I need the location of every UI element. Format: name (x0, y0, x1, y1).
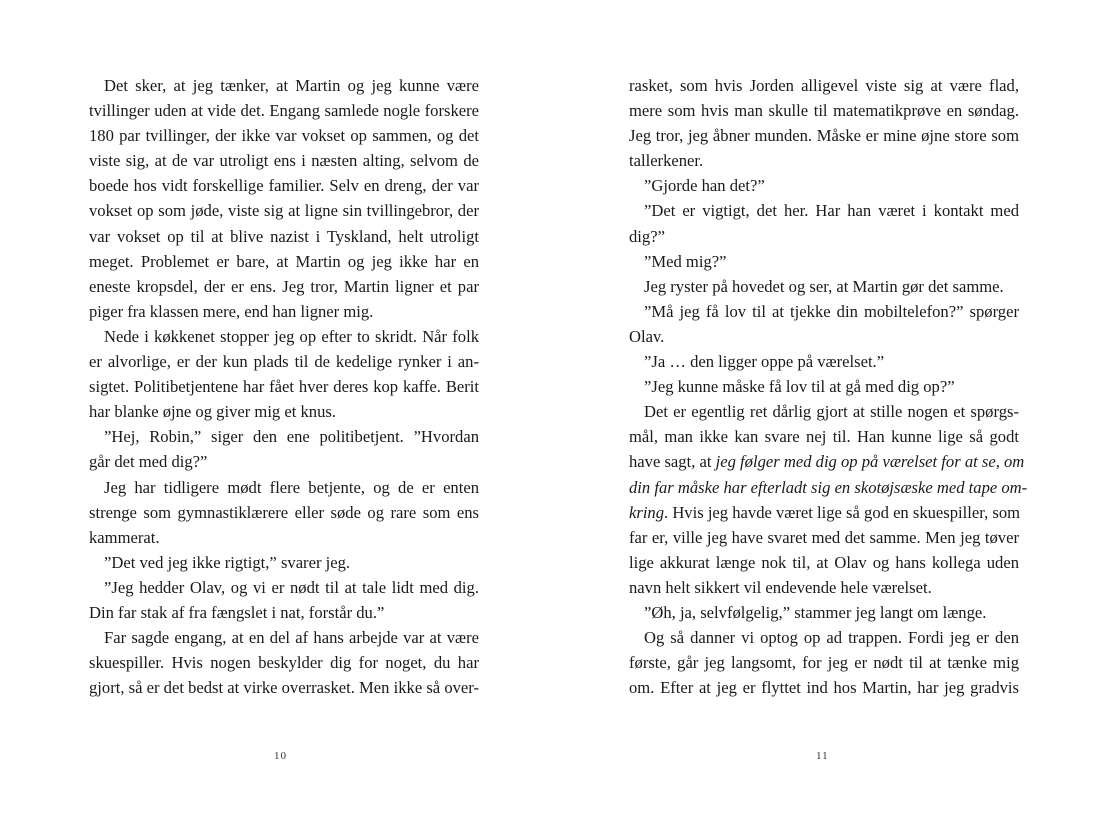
text-line: eneste kropsdel, der er ens. Jeg tror, Martin ligner et par (89, 276, 479, 296)
text-line: piger fra klassen mere, end han ligner mig. (89, 301, 374, 321)
text-line: ”Øh, ja, selvfølgelig,” stammer jeg langt om længe. (644, 602, 987, 622)
text-line: Din far stak af fra fængslet i nat, forstår du.” (89, 602, 385, 622)
text-line: rasket, som hvis Jorden alligevel viste sig at være flad, (629, 76, 1019, 95)
text-line: sigtet. Politibetjentene har fået hver deres kop kaffe. Berit (89, 377, 479, 397)
text-line: Far sagde engang, at en del af hans arbejde var at være (104, 628, 479, 648)
text-line: strenge som gymnastiklærere eller søde og rare som ens (89, 502, 479, 522)
page-number-right: 11 (816, 750, 829, 762)
right-page (629, 73, 1028, 700)
italic-segment: jeg følger med dig op på værelset for at se, om (715, 452, 1025, 472)
left-page (89, 73, 479, 700)
text-line: 180 par tvillinger, der ikke var vokset op sammen, og det (89, 126, 479, 146)
text-line: går det med dig?” (89, 452, 208, 472)
text-line: var vokset op til at blive nazist i Tyskland, helt utroligt (89, 226, 479, 246)
text-line: ”Med mig?” (644, 251, 727, 271)
text-line: ”Ja … den ligger oppe på værelset.” (644, 352, 885, 372)
text-segment: . Hvis jeg havde været lige så god en skuespiller, som (664, 502, 1021, 522)
text-line: skuespiller. Hvis nogen beskylder dig for noget, du har (89, 653, 479, 673)
text-line: er alvorlige, er der kun plads til de kedelige rynker i an- (89, 352, 479, 372)
text-line: Jeg tror, jeg åbner munden. Måske er mine øjne store som (629, 126, 1019, 146)
text-line-mixed (629, 500, 1019, 525)
text-line: kammerat. (89, 527, 160, 547)
italic-line: din far måske har efterladt sig en skotøjsæske med tape om- (629, 477, 1028, 497)
italic-segment: kring (629, 502, 665, 522)
page-number-left: 10 (274, 750, 287, 762)
text-line: meget. Problemet er bare, at Martin og jeg ikke har en (89, 251, 479, 271)
text-line: boede hos vidt forskellige familier. Selv en dreng, der var (89, 176, 479, 196)
text-line: mere som hvis man skulle til matematikprøve en søndag. (629, 101, 1019, 121)
text-line-mixed (629, 449, 1025, 474)
text-line: mål, man ikke kan svare nej til. Han kunne lige så godt (629, 427, 1019, 447)
text-line: ”Jeg hedder Olav, og vi er nødt til at tale lidt med dig. (104, 577, 479, 597)
text-line: har blanke øjne og giver mig et knus. (89, 402, 337, 422)
text-line: far er, ville jeg have svaret med det samme. Men jeg tøver (629, 527, 1019, 547)
text-line: Nede i køkkenet stopper jeg op efter to skridt. Når folk (104, 326, 479, 346)
text-line: ”Gjorde han det?” (644, 176, 765, 196)
text-line: tallerkener. (629, 151, 704, 171)
text-line: Det sker, at jeg tænker, at Martin og jeg kunne være (104, 76, 479, 95)
text-line: første, går jeg langsomt, for jeg er nødt til at tænke mig (629, 653, 1019, 673)
text-line: ”Jeg kunne måske få lov til at gå med dig op?” (644, 377, 955, 397)
text-segment: have sagt, at (629, 452, 712, 472)
text-line: ”Hej, Robin,” siger den ene politibetjent. ”Hvordan (104, 427, 479, 447)
text-line: Olav. (629, 326, 665, 346)
text-line: viste sig, at de var utroligt ens i næsten alting, selvom de (89, 151, 479, 171)
text-line: gjort, så er det bedst at virke overrasket. Men ikke så over- (89, 678, 479, 698)
text-line: ”Det ved jeg ikke rigtigt,” svarer jeg. (104, 552, 351, 572)
text-line: ”Må jeg få lov til at tjekke din mobiltelefon?” spørger (644, 301, 1019, 321)
text-line: lige akkurat længe nok til, at Olav og hans kollega uden (629, 552, 1019, 572)
text-line: Jeg ryster på hovedet og ser, at Martin gør det samme. (644, 276, 1004, 296)
text-line: dig?” (629, 226, 665, 246)
text-line: om. Efter at jeg er flyttet ind hos Martin, har jeg gradvis (629, 678, 1019, 698)
text-line: navn helt sikkert vil endevende hele værelset. (629, 577, 932, 597)
text-line: Jeg har tidligere mødt flere betjente, og de er enten (104, 477, 479, 497)
text-line: Det er egentlig ret dårlig gjort at stille nogen et spørgs- (644, 402, 1019, 422)
text-line: Og så danner vi optog op ad trappen. Fordi jeg er den (644, 628, 1019, 648)
text-line: ”Det er vigtigt, det her. Har han været i kontakt med (644, 201, 1019, 221)
text-line: vokset op som jøde, viste sig at ligne sin tvillingebror, der (89, 201, 479, 221)
text-line: tvillinger uden at vide det. Engang samlede nogle forskere (89, 101, 479, 121)
